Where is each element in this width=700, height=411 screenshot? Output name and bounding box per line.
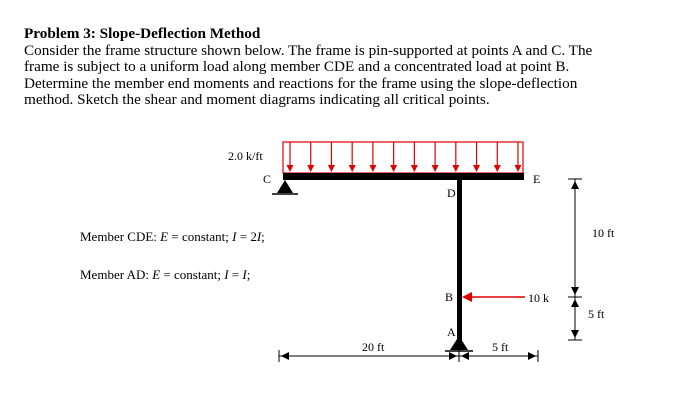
load-arrow <box>390 142 397 172</box>
dim-20ft-label: 20 ft <box>362 340 385 354</box>
load-arrow <box>452 142 459 172</box>
point-load-label: 10 k <box>528 291 549 305</box>
load-arrow <box>287 142 294 172</box>
problem-title: Problem 3: Slope-Deflection Method <box>24 25 261 42</box>
load-arrow <box>328 142 335 172</box>
dim-5ft-horizontal-label: 5 ft <box>492 340 509 354</box>
point-label-d: D <box>447 186 456 200</box>
load-arrows <box>287 142 522 172</box>
point-label-c: C <box>263 172 272 186</box>
load-arrow <box>515 142 522 172</box>
load-arrow <box>411 142 418 172</box>
problem-line: Consider the frame structure shown below. The frame is pin-supported at points A and C. The <box>24 41 593 59</box>
dim-5ft-vertical-label: 5 ft <box>588 307 605 321</box>
load-arrow <box>473 142 480 172</box>
point-label-a: A <box>447 325 456 339</box>
problem-line: Determine the member end moments and reactions for the frame using the slope-deflection <box>24 74 578 92</box>
load-arrow <box>307 142 314 172</box>
load-arrow <box>369 142 376 172</box>
problem-line: method. Sketch the shear and moment diagrams indicating all critical points. <box>24 91 490 109</box>
load-arrow <box>432 142 439 172</box>
column-ad <box>457 180 462 343</box>
load-arrow <box>494 142 501 172</box>
problem-line: frame is subject to a uniform load along member CDE and a concentrated load at point B. <box>24 58 570 76</box>
point-load-b <box>462 292 525 302</box>
point-label-e: E <box>533 172 541 186</box>
load-arrow <box>349 142 356 172</box>
beam-cde <box>283 173 524 180</box>
load-label: 2.0 k/ft <box>228 149 263 163</box>
member-cde-properties: Member CDE: E = constant; I = 2I; <box>80 229 265 244</box>
member-ad-properties: Member AD: E = constant; I = I; <box>80 267 251 282</box>
vertical-dimension <box>568 179 582 340</box>
distributed-load <box>283 142 523 173</box>
point-label-b: B <box>445 290 454 304</box>
load-box <box>283 142 523 173</box>
pin-support-c <box>272 180 298 194</box>
dim-10ft-label: 10 ft <box>592 226 615 240</box>
